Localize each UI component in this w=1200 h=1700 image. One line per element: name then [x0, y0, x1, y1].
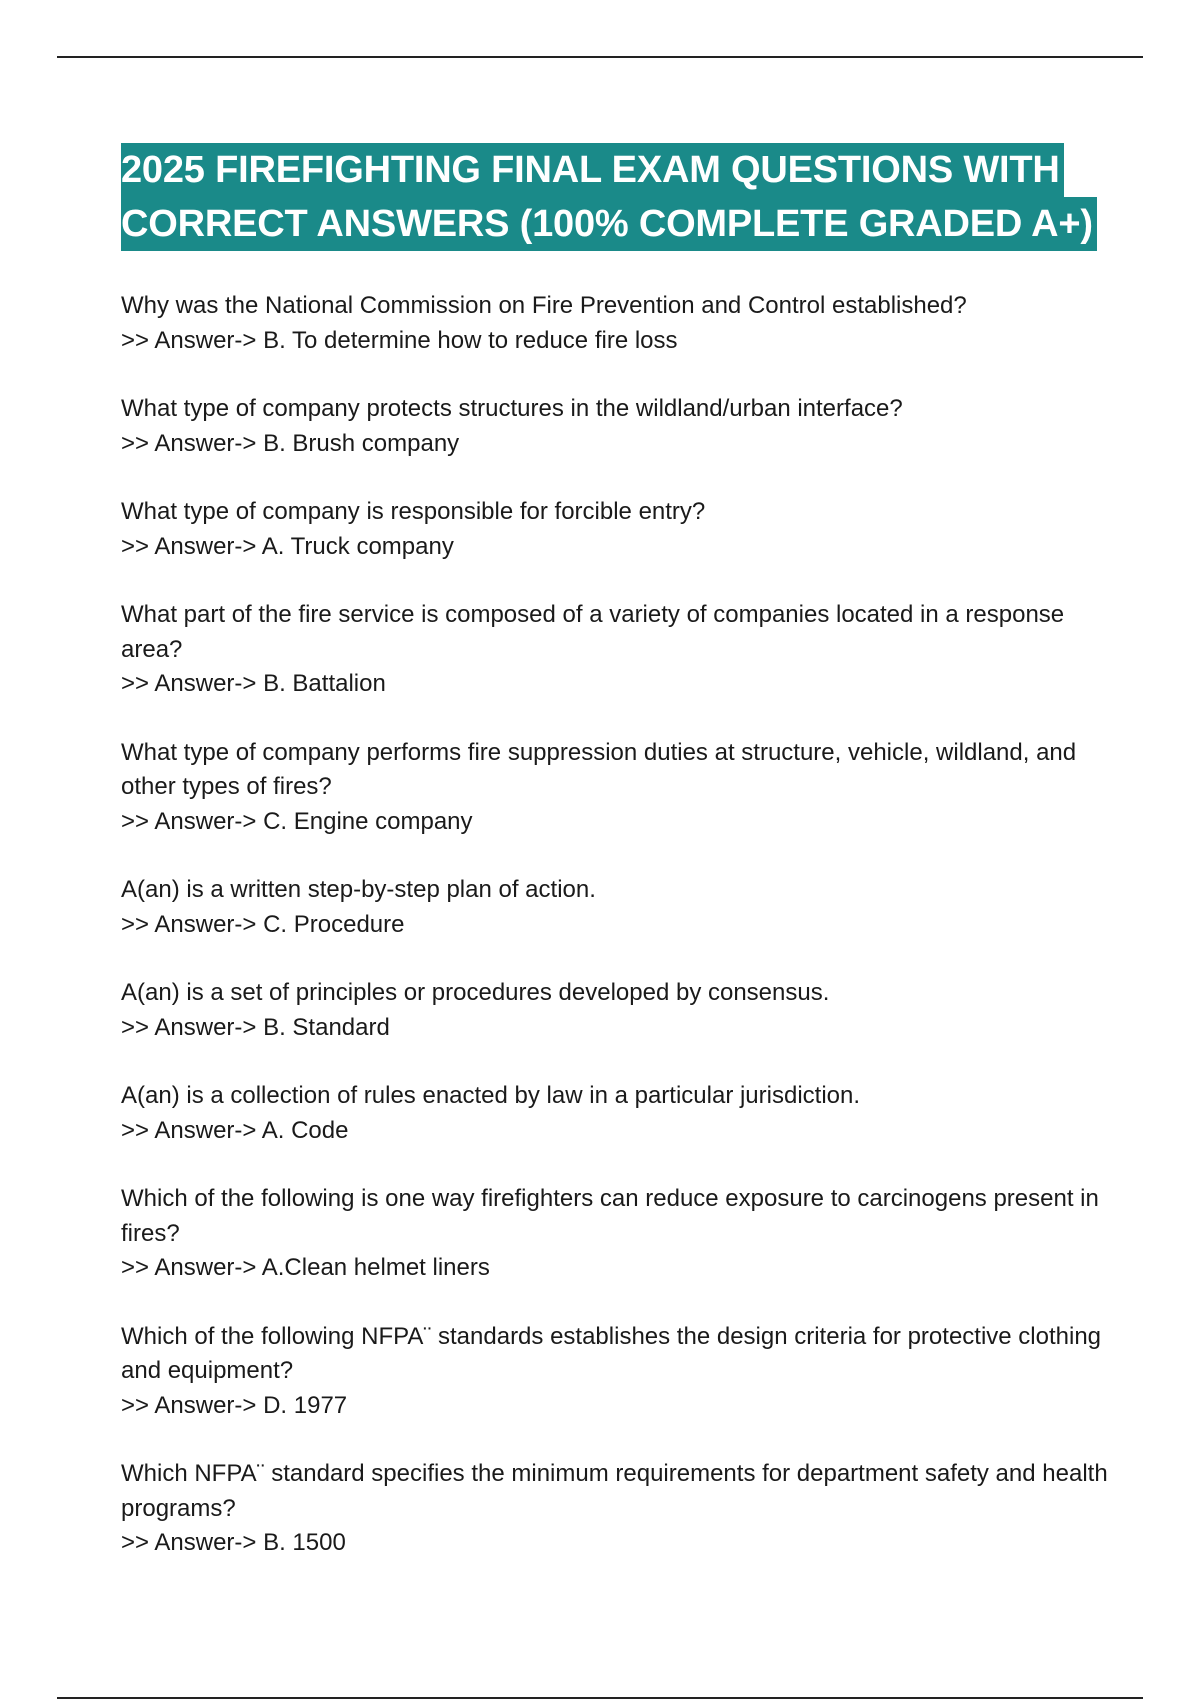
answer-text: >> Answer-> B. To determine how to reduce fire loss [121, 326, 678, 354]
question-text: Which of the following NFPA¨ standards establishes the design criteria for protective clothing and equipment? [121, 1322, 1102, 1384]
question-text: What type of company protects structures in the wildland/urban interface? [121, 395, 903, 422]
qa-item [121, 1079, 1121, 1148]
qa-item [121, 736, 1121, 840]
question-text: A(an) is a written step-by-step plan of action. [121, 876, 596, 903]
answer-text: >> Answer-> B. Standard [121, 1013, 390, 1041]
question-text: Which NFPA¨ standard specifies the minimum requirements for department safety and health programs? [121, 1460, 1108, 1522]
qa-item [121, 495, 1121, 564]
qa-item [121, 289, 1121, 358]
answer-text: >> Answer-> B. Brush company [121, 429, 460, 457]
qa-item [121, 598, 1121, 702]
answer-text: >> Answer-> A. Code [121, 1116, 349, 1144]
qa-item [121, 1182, 1121, 1286]
qa-item [121, 1457, 1121, 1561]
question-text: What part of the fire service is composed of a variety of companies located in a response area? [121, 601, 1065, 663]
title-line-1: 2025 FIREFIGHTING FINAL EXAM QUESTIONS WITH [121, 143, 1064, 197]
bottom-rule [57, 1697, 1143, 1699]
question-text: A(an) is a set of principles or procedures developed by consensus. [121, 979, 830, 1006]
answer-text: >> Answer-> B. Battalion [121, 670, 386, 697]
answer-text: >> Answer-> D. 1977 [121, 1391, 348, 1419]
answer-text: >> Answer-> A.Clean helmet liners [121, 1254, 490, 1281]
answer-text: >> Answer-> C. Procedure [121, 910, 405, 938]
document-title [121, 143, 1093, 251]
qa-item [121, 976, 1121, 1045]
question-answer-list [121, 289, 1121, 1595]
qa-item [121, 873, 1121, 942]
question-text: What type of company performs fire suppression duties at structure, vehicle, wildland, and other types of fires? [121, 738, 1077, 800]
title-line-2: CORRECT ANSWERS (100% COMPLETE GRADED A+) [121, 197, 1097, 251]
question-text: What type of company is responsible for forcible entry? [121, 498, 706, 525]
question-text: Why was the National Commission on Fire Prevention and Control established? [121, 292, 967, 319]
qa-item [121, 392, 1121, 461]
question-text: Which of the following is one way firefighters can reduce exposure to carcinogens present in fires? [121, 1185, 1099, 1247]
answer-text: >> Answer-> A. Truck company [121, 532, 454, 560]
qa-item [121, 1320, 1121, 1424]
answer-text: >> Answer-> C. Engine company [121, 807, 473, 835]
top-rule [57, 56, 1143, 58]
question-text: A(an) is a collection of rules enacted by law in a particular jurisdiction. [121, 1082, 861, 1109]
answer-text: >> Answer-> B. 1500 [121, 1529, 346, 1556]
